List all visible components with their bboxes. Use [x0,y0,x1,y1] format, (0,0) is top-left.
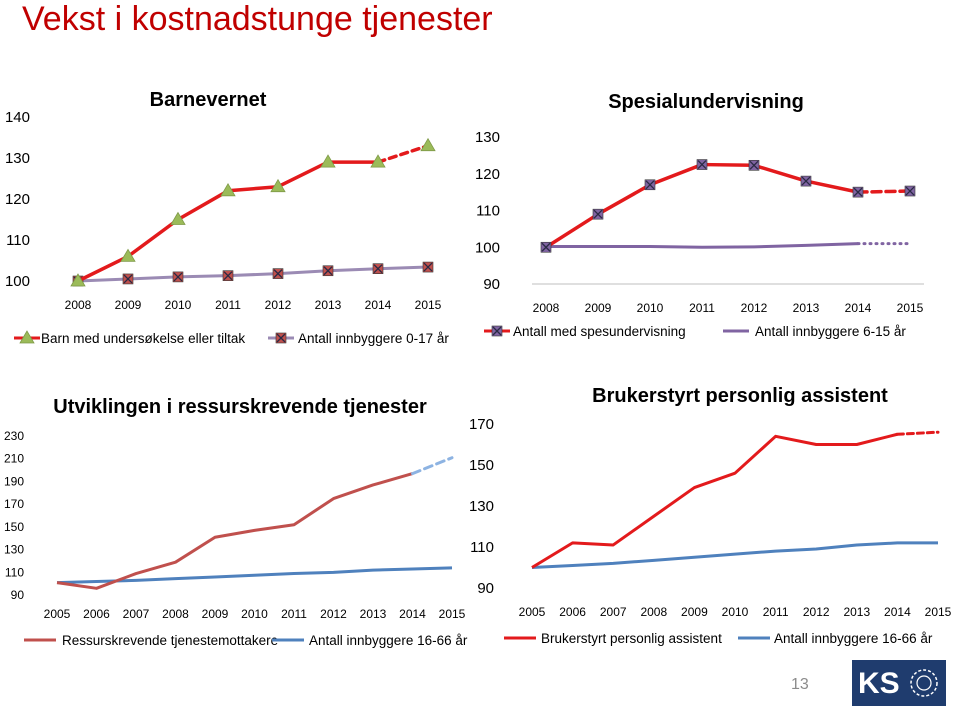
x-tick-label: 2012 [802,605,830,619]
x-tick-label: 2013 [792,301,820,315]
y-tick-label: 210 [3,451,24,466]
x-tick-label: 2008 [162,607,189,621]
x-tick-label: 2013 [843,605,871,619]
data-point-marker [323,266,333,276]
series-projection-line [413,458,453,474]
legend-label: Antall innbyggere 16-66 år [774,631,933,646]
y-tick-label: 100 [474,239,500,257]
slide-title: Vekst i kostnadstunge tjenester [22,0,493,38]
data-point-marker [593,209,603,219]
x-tick-label: 2015 [438,607,466,621]
y-tick-label: 170 [468,416,494,433]
data-point-marker [853,187,863,197]
x-tick-label: 2008 [640,605,668,619]
x-tick-label: 2010 [636,301,664,315]
data-point-marker [173,272,183,282]
data-point-marker [223,271,233,281]
x-tick-label: 2009 [201,607,229,621]
x-tick-label: 2015 [414,298,442,312]
barnevernet-chart [0,80,470,370]
chart-title: Spesialundervisning [608,91,804,113]
data-point-marker [423,262,433,272]
x-tick-label: 2013 [314,298,342,312]
x-tick-label: 2012 [740,301,768,315]
series-projection-line [378,146,428,162]
legend-label: Ressurskrevende tjenestemottakere [62,633,279,648]
x-tick-label: 2009 [681,605,708,619]
x-tick-label: 2012 [320,607,347,621]
x-tick-label: 2005 [43,607,71,621]
x-tick-label: 2014 [364,298,392,312]
data-point-marker [373,264,383,274]
y-tick-label: 170 [3,497,24,512]
x-tick-label: 2011 [215,298,241,312]
data-point-marker [749,160,759,170]
legend-label: Antall innbyggere 0-17 år [298,331,449,346]
series-projection-line [858,191,910,192]
y-tick-label: 90 [477,580,494,597]
legend-label: Barn med undersøkelse eller tiltak [41,331,246,346]
y-tick-label: 130 [3,542,24,557]
x-tick-label: 2013 [359,607,387,621]
series-line [546,244,858,248]
x-tick-label: 2015 [924,605,952,619]
svg-text:KS: KS [858,667,900,700]
data-point-marker [421,139,435,151]
x-tick-label: 2009 [584,301,612,315]
spesialundervisning-chart [470,80,960,370]
y-tick-label: 140 [4,109,30,126]
data-point-marker [541,242,551,252]
x-tick-label: 2011 [281,607,307,621]
ressurskrevende-chart [0,380,470,665]
y-tick-label: 120 [4,191,30,208]
y-tick-label: 110 [6,232,30,249]
x-tick-label: 2009 [114,298,142,312]
x-tick-label: 2014 [399,607,426,621]
data-point-marker [801,176,811,186]
x-tick-label: 2007 [122,607,150,621]
x-tick-label: 2005 [518,605,546,619]
x-tick-label: 2010 [721,605,749,619]
y-tick-label: 150 [3,519,24,534]
x-tick-label: 2010 [164,298,192,312]
y-tick-label: 110 [470,539,494,556]
data-point-marker [123,274,133,284]
x-tick-label: 2006 [559,605,586,619]
y-tick-label: 100 [4,273,30,290]
chart-title: Brukerstyrt personlig assistent [592,385,888,407]
series-projection-line [897,432,938,434]
y-tick-label: 110 [4,565,24,580]
x-tick-label: 2014 [844,301,872,315]
y-tick-label: 150 [468,457,494,474]
ks-logo-icon [852,660,946,706]
y-tick-label: 90 [483,276,500,293]
legend-label: Antall innbyggere 16-66 år [309,633,468,648]
x-tick-label: 2014 [884,605,911,619]
legend-marker [492,326,502,336]
y-tick-label: 90 [10,588,24,602]
y-tick-label: 190 [3,474,24,489]
legend-label: Brukerstyrt personlig assistent [541,631,722,646]
y-tick-label: 130 [474,129,500,146]
y-tick-label: 120 [474,165,500,183]
x-tick-label: 2012 [264,298,292,312]
brukerstyrt-chart [470,380,960,665]
x-tick-label: 2007 [599,605,627,619]
data-point-marker [697,160,707,170]
page-number: 13 [791,676,809,693]
x-tick-label: 2011 [689,301,715,315]
x-tick-label: 2010 [241,607,268,621]
y-tick-label: 130 [4,150,30,167]
series-line [532,543,938,568]
y-tick-label: 130 [468,498,494,515]
data-point-marker [645,180,655,190]
x-tick-label: 2008 [532,301,560,315]
legend-label: Antall med spesundervisning [513,324,686,339]
chart-title: Utviklingen i ressurskrevende tjenester [53,396,427,418]
legend-label: Antall innbyggere 6-15 år [755,324,906,339]
chart-title: Barnevernet [149,89,267,111]
series-line [78,162,378,281]
data-point-marker [273,269,283,279]
x-tick-label: 2006 [83,607,110,621]
x-tick-label: 2015 [896,301,924,315]
x-tick-label: 2008 [64,298,92,312]
y-tick-label: 110 [476,202,500,220]
data-point-marker [905,186,915,196]
x-tick-label: 2011 [762,605,789,619]
y-tick-label: 230 [3,429,24,443]
legend-marker [276,333,286,343]
